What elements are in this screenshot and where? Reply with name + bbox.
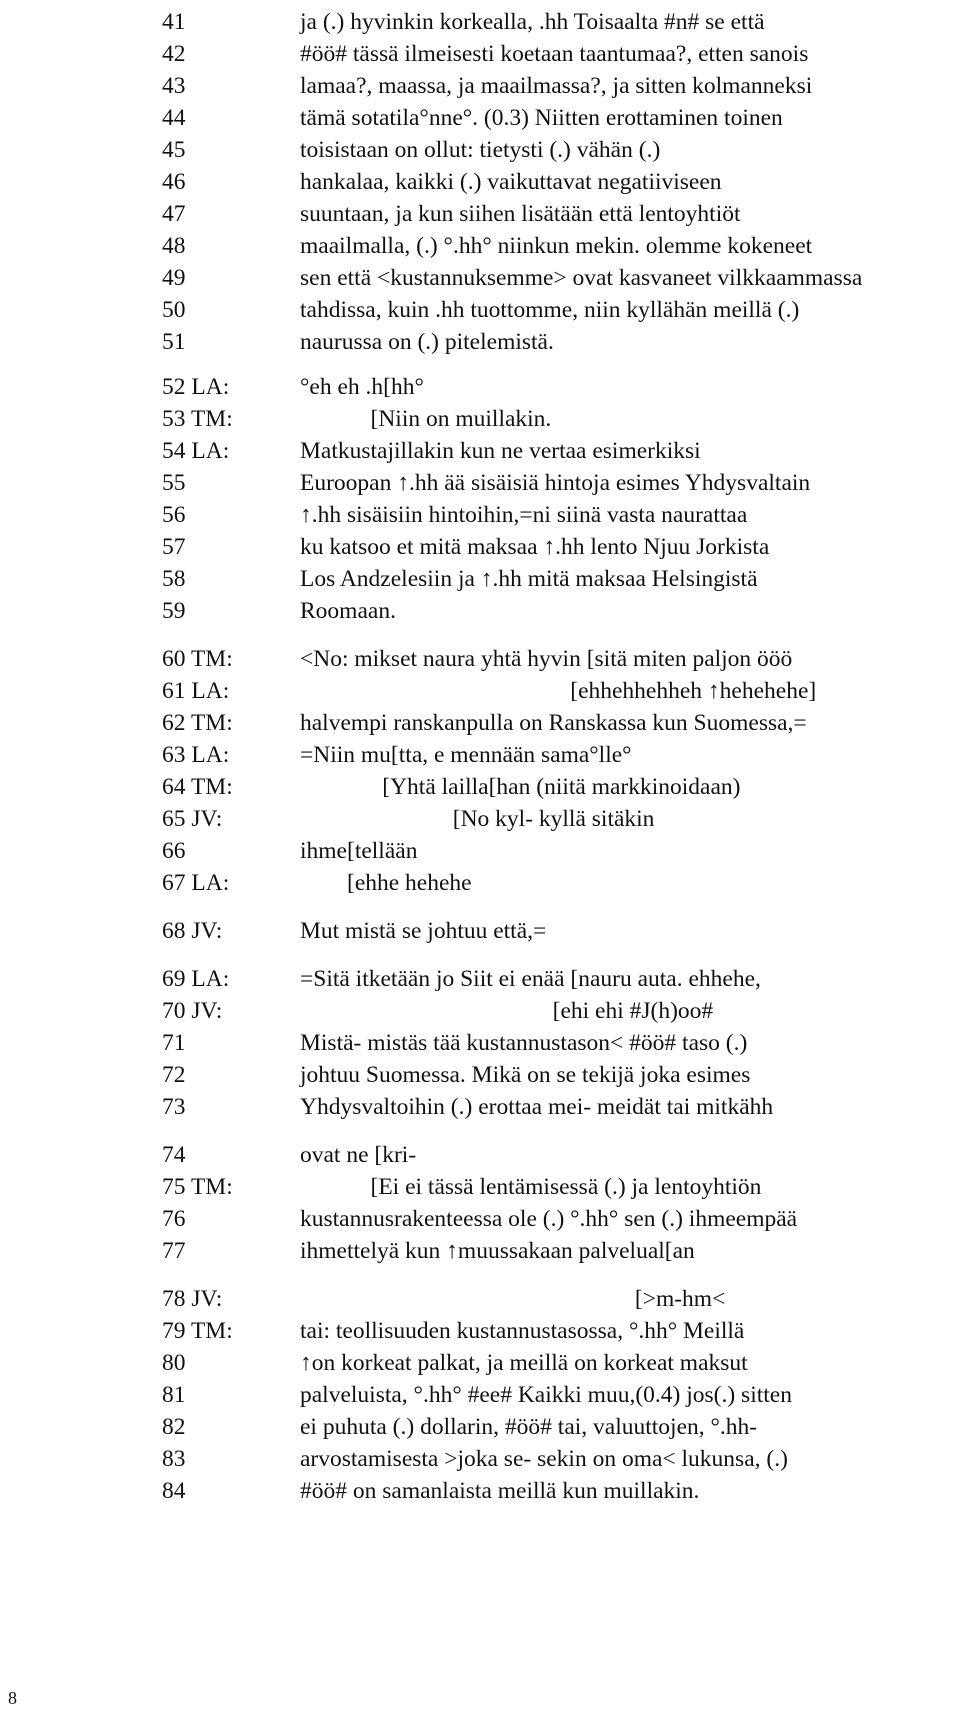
line-number: 77 <box>162 1238 186 1264</box>
transcript-line <box>0 961 960 997</box>
line-number: 55 <box>162 470 186 496</box>
line-number: 66 <box>162 838 186 864</box>
transcript-line <box>0 529 960 565</box>
utterance-text: [Ei ei tässä lentämisessä (.) ja lentoyhtiön <box>300 1174 762 1200</box>
line-number: 83 <box>162 1446 186 1472</box>
line-number: 43 <box>162 73 186 99</box>
utterance-text: arvostamisesta >joka se- sekin on oma< lukunsa, (.) <box>300 1446 788 1472</box>
transcript-line <box>0 1169 960 1205</box>
line-number: 47 <box>162 201 186 227</box>
line-number: 81 <box>162 1382 186 1408</box>
transcript-line <box>0 1025 960 1061</box>
transcript-line <box>0 993 960 1029</box>
transcript-line <box>0 132 960 168</box>
utterance-text: tai: teollisuuden kustannustasossa, °.hh° Meillä <box>300 1318 745 1344</box>
transcript-line <box>0 4 960 40</box>
line-number: 69 LA: <box>162 966 230 992</box>
transcript-line <box>0 164 960 200</box>
line-number: 46 <box>162 169 186 195</box>
transcript-line <box>0 801 960 837</box>
utterance-text: ihmettelyä kun ↑muussakaan palvelual[an <box>300 1238 695 1264</box>
line-number: 45 <box>162 137 186 163</box>
transcript-line <box>0 1473 960 1509</box>
line-number: 74 <box>162 1142 186 1168</box>
utterance-text: [No kyl- kyllä sitäkin <box>300 806 655 832</box>
utterance-text: Yhdysvaltoihin (.) erottaa mei- meidät tai mitkähh <box>300 1094 774 1120</box>
utterance-text: =Sitä itketään jo Siit ei enää [nauru auta. ehhehe, <box>300 966 761 992</box>
line-number: 58 <box>162 566 186 592</box>
utterance-text: ei puhuta (.) dollarin, #öö# tai, valuuttojen, °.hh- <box>300 1414 758 1440</box>
transcript-line <box>0 465 960 501</box>
utterance-text: Euroopan ↑.hh ää sisäisiä hintoja esimes Yhdysvaltain <box>300 470 811 496</box>
line-number: 49 <box>162 265 186 291</box>
line-number: 72 <box>162 1062 186 1088</box>
line-number: 57 <box>162 534 186 560</box>
utterance-text: Roomaan. <box>300 598 396 624</box>
line-number: 71 <box>162 1030 186 1056</box>
transcript-line <box>0 196 960 232</box>
utterance-text: =Niin mu[tta, e mennään sama°lle° <box>300 742 632 768</box>
line-number: 61 LA: <box>162 678 230 704</box>
transcript-line <box>0 228 960 264</box>
line-number: 62 TM: <box>162 710 233 736</box>
utterance-text: [Yhtä lailla[han (niitä markkinoidaan) <box>300 774 741 800</box>
transcript-line <box>0 1345 960 1381</box>
line-number: 76 <box>162 1206 186 1232</box>
utterance-text: #öö# on samanlaista meillä kun muillakin. <box>300 1478 700 1504</box>
utterance-text: Mut mistä se johtuu että,= <box>300 918 547 944</box>
transcript-line <box>0 36 960 72</box>
utterance-text: tahdissa, kuin .hh tuottomme, niin kyllähän meillä (.) <box>300 297 800 323</box>
utterance-text: maailmalla, (.) °.hh° niinkun mekin. olemme kokeneet <box>300 233 813 259</box>
utterance-text: suuntaan, ja kun siihen lisätään että lentoyhtiöt <box>300 201 741 227</box>
transcript-line <box>0 865 960 901</box>
transcript-line <box>0 833 960 869</box>
transcript-line <box>0 1089 960 1125</box>
transcript-line <box>0 1409 960 1445</box>
transcript-line <box>0 769 960 805</box>
transcript-line <box>0 1201 960 1237</box>
line-number: 80 <box>162 1350 186 1376</box>
transcript-line <box>0 260 960 296</box>
transcript-line <box>0 561 960 597</box>
line-number: 64 TM: <box>162 774 233 800</box>
line-number: 70 JV: <box>162 998 223 1024</box>
transcript-line <box>0 1281 960 1317</box>
utterance-text: toisistaan on ollut: tietysti (.) vähän (.) <box>300 137 661 163</box>
line-number: 68 JV: <box>162 918 223 944</box>
utterance-text: Los Andzelesiin ja ↑.hh mitä maksaa Helsingistä <box>300 566 758 592</box>
transcript-line <box>0 1137 960 1173</box>
utterance-text: ↑on korkeat palkat, ja meillä on korkeat maksut <box>300 1350 748 1376</box>
utterance-text: ovat ne [kri- <box>300 1142 417 1168</box>
line-number: 41 <box>162 9 186 35</box>
transcript-line <box>0 401 960 437</box>
utterance-text: palveluista, °.hh° #ee# Kaikki muu,(0.4) jos(.) sitten <box>300 1382 792 1408</box>
line-number: 48 <box>162 233 186 259</box>
transcript-line <box>0 593 960 629</box>
utterance-text: hankalaa, kaikki (.) vaikuttavat negatiiviseen <box>300 169 722 195</box>
transcript-line <box>0 737 960 773</box>
line-number: 54 LA: <box>162 438 230 464</box>
line-number: 84 <box>162 1478 186 1504</box>
utterance-text: <No: mikset naura yhtä hyvin [sitä miten paljon ööö <box>300 646 793 672</box>
utterance-text: [Niin on muillakin. <box>300 406 552 432</box>
line-number: 65 JV: <box>162 806 223 832</box>
transcript-line <box>0 433 960 469</box>
page-number: 8 <box>8 1688 17 1708</box>
transcript-line <box>0 1057 960 1093</box>
utterance-text: [ehi ehi #J(h)oo# <box>300 998 714 1024</box>
line-number: 53 TM: <box>162 406 233 432</box>
transcript-line <box>0 1313 960 1349</box>
transcript-line <box>0 1233 960 1269</box>
line-number: 44 <box>162 105 186 131</box>
line-number: 60 TM: <box>162 646 233 672</box>
utterance-text: °eh eh .h[hh° <box>300 374 424 400</box>
utterance-text: Mistä- mistäs tää kustannustason< #öö# taso (.) <box>300 1030 748 1056</box>
line-number: 52 LA: <box>162 374 230 400</box>
utterance-text: [ehhe hehehe <box>300 870 472 896</box>
transcript-line <box>0 641 960 677</box>
utterance-text: halvempi ranskanpulla on Ranskassa kun Suomessa,= <box>300 710 807 736</box>
utterance-text: ↑.hh sisäisiin hintoihin,=ni siinä vasta naurattaa <box>300 502 748 528</box>
utterance-text: johtuu Suomessa. Mikä on se tekijä joka esimes <box>300 1062 751 1088</box>
transcript-line <box>0 913 960 949</box>
line-number: 50 <box>162 297 186 323</box>
line-number: 78 JV: <box>162 1286 223 1312</box>
line-number: 51 <box>162 329 186 355</box>
utterance-text: Matkustajillakin kun ne vertaa esimerkiksi <box>300 438 701 464</box>
line-number: 67 LA: <box>162 870 230 896</box>
transcript-line <box>0 673 960 709</box>
line-number: 42 <box>162 41 186 67</box>
utterance-text: tämä sotatila°nne°. (0.3) Niitten erottaminen toinen <box>300 105 783 131</box>
transcript-line <box>0 292 960 328</box>
transcript-line <box>0 705 960 741</box>
transcript-line <box>0 324 960 360</box>
transcript-line <box>0 1441 960 1477</box>
utterance-text: [ehhehhehheh ↑hehehehe] <box>300 678 817 704</box>
line-number: 56 <box>162 502 186 528</box>
transcript-line <box>0 369 960 405</box>
line-number: 63 LA: <box>162 742 230 768</box>
utterance-text: naurussa on (.) pitelemistä. <box>300 329 554 355</box>
line-number: 75 TM: <box>162 1174 233 1200</box>
utterance-text: ja (.) hyvinkin korkealla, .hh Toisaalta #n# se että <box>300 9 765 35</box>
line-number: 73 <box>162 1094 186 1120</box>
transcript-line <box>0 497 960 533</box>
transcript-line <box>0 1377 960 1413</box>
utterance-text: ihme[tellään <box>300 838 418 864</box>
utterance-text: lamaa?, maassa, ja maailmassa?, ja sitten kolmanneksi <box>300 73 813 99</box>
utterance-text: ku katsoo et mitä maksaa ↑.hh lento Njuu Jorkista <box>300 534 770 560</box>
utterance-text: kustannusrakenteessa ole (.) °.hh° sen (.) ihmeempää <box>300 1206 798 1232</box>
utterance-text: [>m-hm< <box>300 1286 726 1312</box>
line-number: 59 <box>162 598 186 624</box>
line-number: 79 TM: <box>162 1318 233 1344</box>
transcript-line <box>0 100 960 136</box>
utterance-text: #öö# tässä ilmeisesti koetaan taantumaa?, etten sanois <box>300 41 809 67</box>
transcript-line <box>0 68 960 104</box>
line-number: 82 <box>162 1414 186 1440</box>
utterance-text: sen että <kustannuksemme> ovat kasvaneet vilkkaammassa <box>300 265 863 291</box>
